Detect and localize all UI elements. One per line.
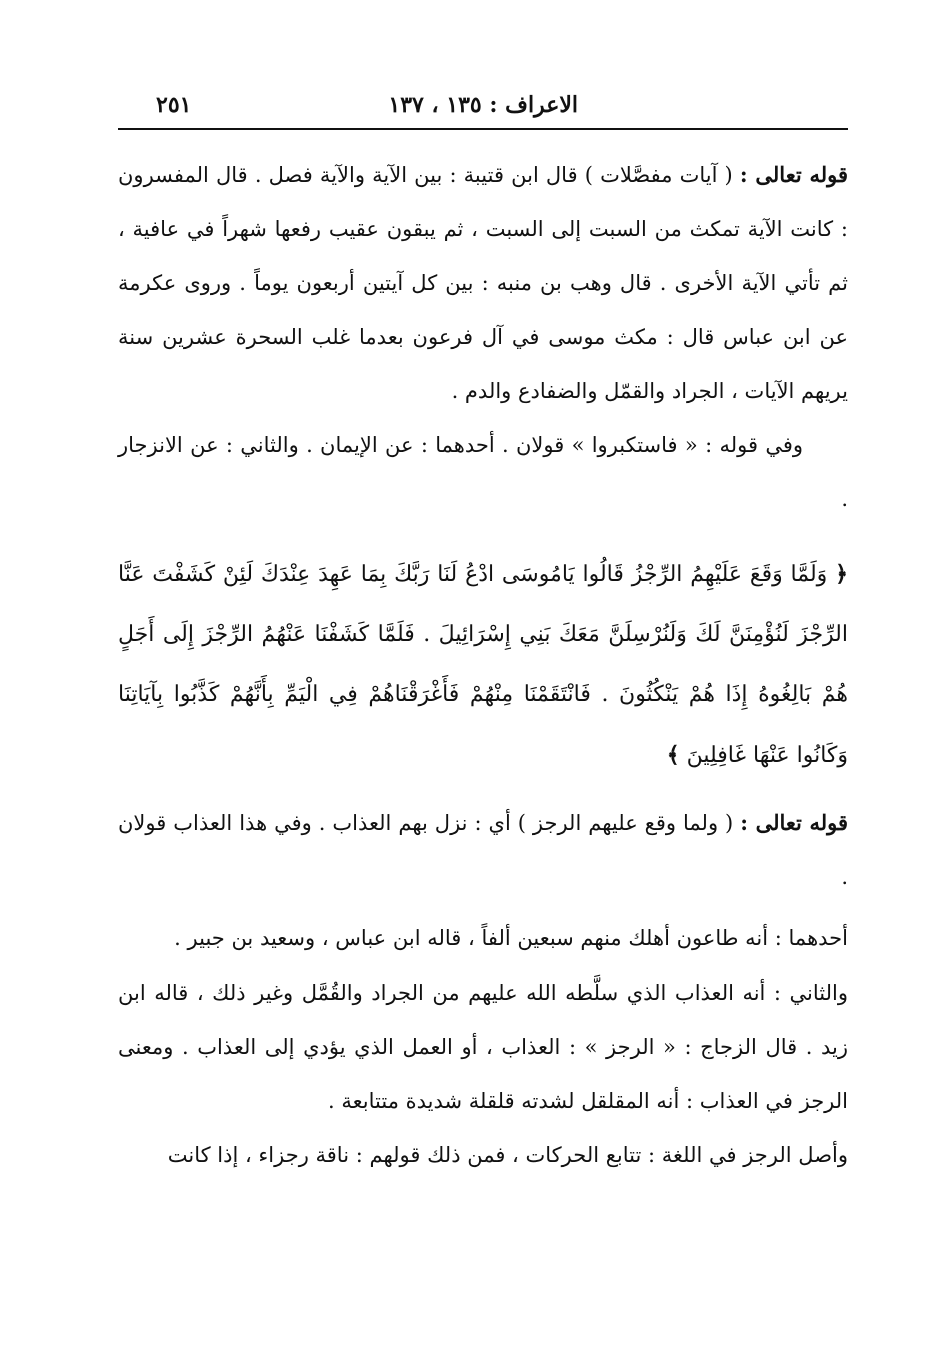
verse-text: وَلَمَّا وَقَعَ عَلَيْهِمُ الرِّجْزُ قَالُوا يَامُوسَى ادْعُ لَنَا رَبَّكَ بِمَا عَهِدَ عِنْدَكَ لَئِنْ كَشَفْتَ عَنَّا الرِّجْزَ لَنُؤْمِنَنَّ لَكَ وَلَنُرْسِلَنَّ مَعَكَ بَنِي إِسْرَائِيلَ . فَلَمَّا كَشَفْنَا عَنْهُمُ الرِّجْزَ إِلَى أَجَلٍ هُمْ بَالِغُوهُ إِذَا هُمْ يَنْكُثُونَ . فَانْتَقَمْنَا مِنْهُمْ فَأَغْرَقْنَاهُمْ فِي الْيَمِّ بِأَنَّهُمْ كَذَّبُوا بِآيَاتِنَا وَكَانُوا عَنْهَا غَافِلِينَ: [118, 562, 848, 768]
commentary-paragraph: [118, 966, 848, 1128]
header-rule: [118, 128, 848, 130]
quran-verse: [118, 544, 848, 786]
commentary-paragraph: [118, 418, 848, 526]
page-number: ٢٥١: [156, 92, 192, 118]
commentary-paragraph: [118, 148, 848, 418]
paragraph-text: ( ولما وقع عليهم الرجز ) أي : نزل بهم العذاب . وفي هذا العذاب قولان .: [118, 811, 848, 889]
page-header: [118, 88, 848, 128]
paragraph-lead: قوله تعالى :: [739, 162, 848, 187]
verse-close-bracket: ﴾: [666, 742, 680, 768]
paragraph-text: أحدهما : أنه طاعون أهلك منهم سبعين ألفاً ، قاله ابن عباس ، وسعيد بن جبير .: [174, 926, 848, 950]
page-body: [118, 148, 848, 1182]
running-title: الاعراف : ١٣٥ ، ١٣٧: [388, 92, 578, 118]
paragraph-lead: قوله تعالى :: [740, 810, 848, 835]
paragraph-text: وفي قوله : « فاستكبروا » قولان . أحدهما : عن الإيمان . والثاني : عن الانزجار .: [118, 433, 848, 511]
paragraph-text: وأصل الرجز في اللغة : تتابع الحركات ، فمن ذلك قولهم : ناقة رجزاء ، إذا كانت: [167, 1143, 848, 1167]
commentary-paragraph: [118, 1128, 848, 1182]
commentary-paragraph: [118, 910, 848, 966]
paragraph-text: ( آيات مفصَّلات ) قال ابن قتيبة : بين الآية والآية فصل . قال المفسرون : كانت الآية تمكث من السبت إلى السبت ، ثم يبقون عقيب رفعها شهراً في عافية ، ثم تأتي الآية الأخرى . قال وهب بن منبه : بين كل آيتين أربعون يوماً . وروى عكرمة عن ابن عباس قال : مكث موسى في آل فرعون بعدما غلب السحرة عشرين سنة يريهم الآيات ، الجراد والقمّل والضفادع والدم .: [118, 163, 848, 403]
commentary-paragraph: [118, 796, 848, 904]
paragraph-text: والثاني : أنه العذاب الذي سلَّطه الله عليهم من الجراد والقُمَّل وغير ذلك ، قاله ابن زيد . قال الزجاج : « الرجز » : العذاب ، أو العمل الذي يؤدي إلى العذاب . ومعنى الرجز في العذاب : أنه المقلقل لشدته قلقلة شديدة متتابعة .: [118, 981, 848, 1113]
verse-open-bracket: ﴿: [835, 561, 848, 587]
